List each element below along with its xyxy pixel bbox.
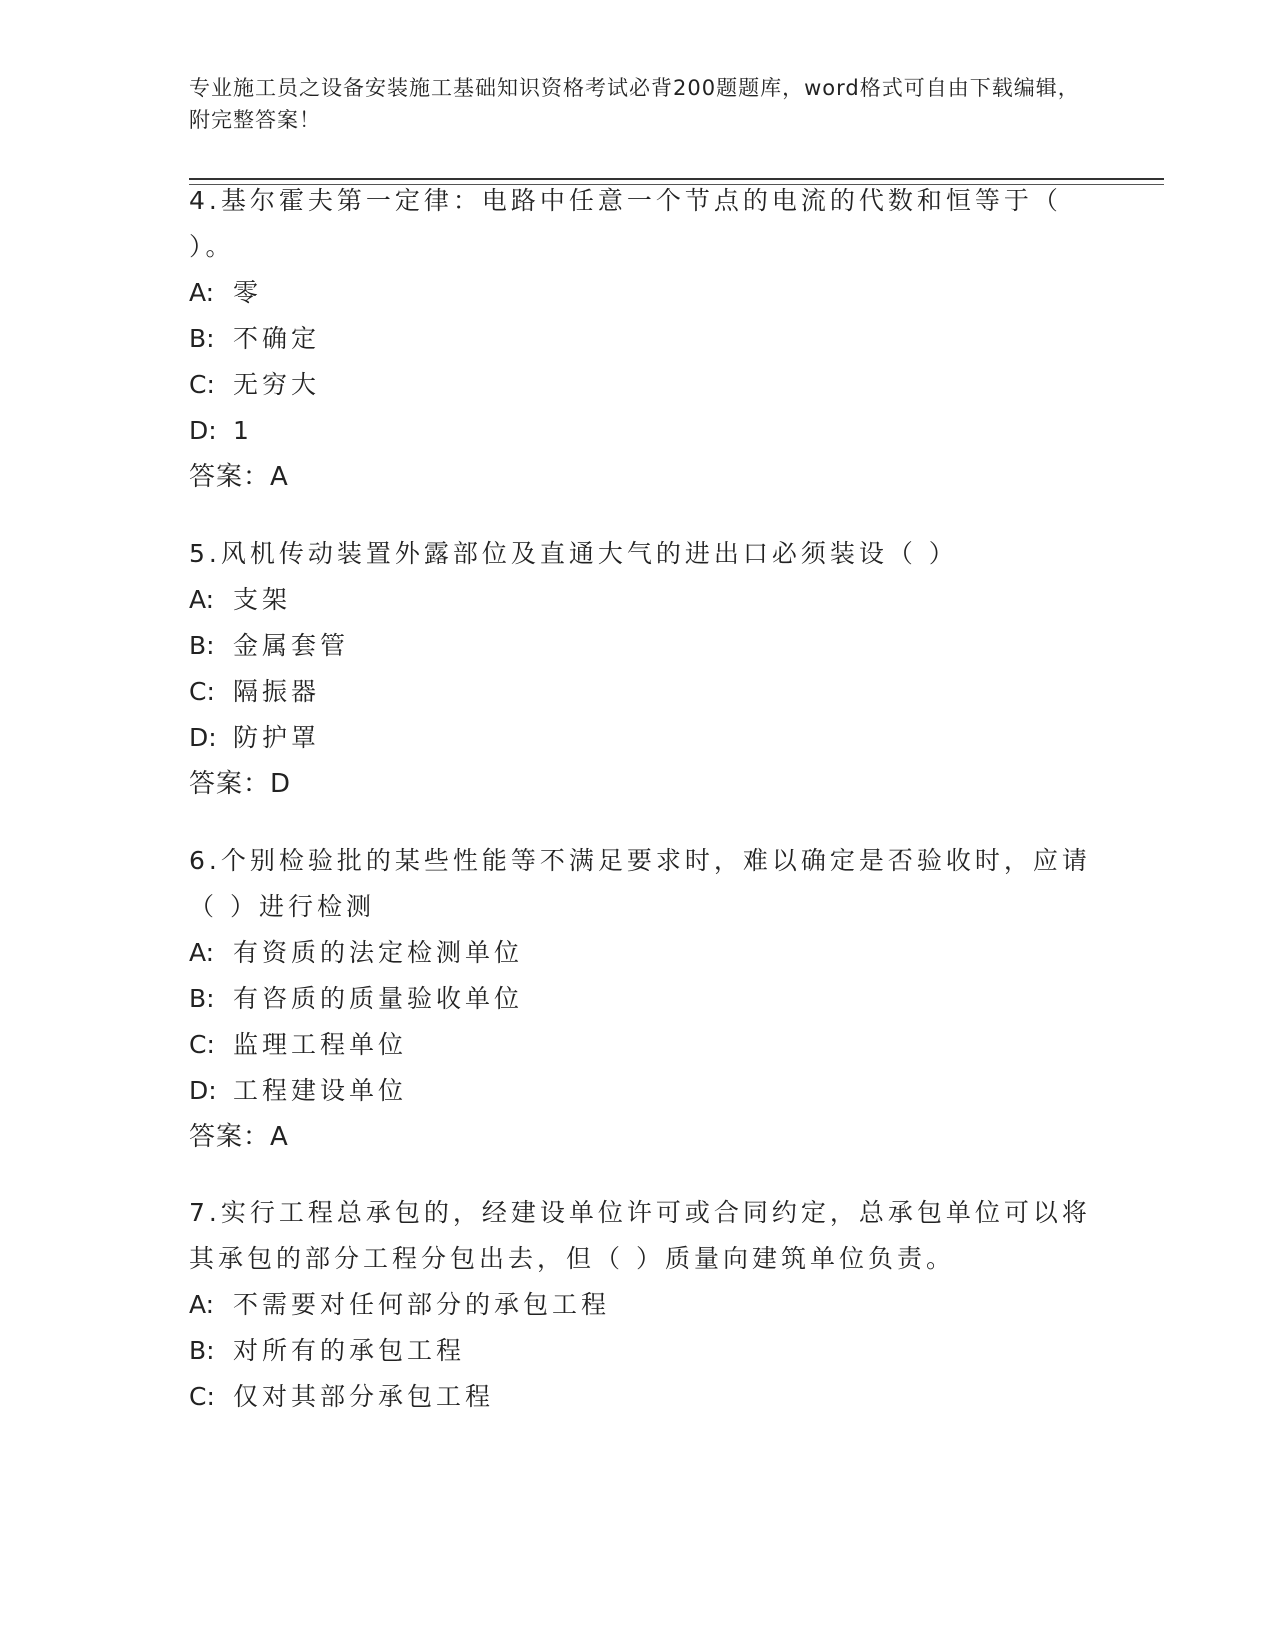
option-label: A: <box>189 585 215 614</box>
option-text: 工程建设单位 <box>233 1076 408 1105</box>
option-text: 不需要对任何部分的承包工程 <box>233 1290 611 1319</box>
option-text: 隔振器 <box>233 677 321 706</box>
option-label: C: <box>189 370 215 399</box>
option-c <box>189 1022 1119 1068</box>
answer-line: 答案：A <box>189 1122 289 1152</box>
option-a <box>189 930 1119 976</box>
option-label: B: <box>189 631 215 660</box>
option-a <box>189 270 1119 316</box>
option-c <box>189 362 1119 408</box>
option-text: 无穷大 <box>233 370 321 399</box>
question-stem: 4.基尔霍夫第一定律：电路中任意一个节点的电流的代数和恒等于（ ）。 <box>189 186 1062 261</box>
option-label: B: <box>189 324 215 353</box>
option-label: A: <box>189 278 215 307</box>
option-c <box>189 669 1119 715</box>
answer-line: 答案：A <box>189 462 289 492</box>
option-a <box>189 1282 1119 1328</box>
option-text: 有资质的法定检测单位 <box>233 938 524 967</box>
option-d <box>189 715 1119 761</box>
option-label: C: <box>189 1030 215 1059</box>
question-6 <box>189 838 1119 1160</box>
document-header: 专业施工员之设备安装施工基础知识资格考试必背200题题库，word格式可自由下载编辑，附完整答案！ <box>189 76 1080 132</box>
option-a <box>189 577 1119 623</box>
option-label: D: <box>189 723 217 752</box>
option-label: C: <box>189 677 215 706</box>
option-text: 1 <box>233 416 253 445</box>
option-label: B: <box>189 984 215 1013</box>
option-text: 支架 <box>233 585 292 614</box>
option-d <box>189 408 1119 454</box>
option-text: 监理工程单位 <box>233 1030 408 1059</box>
option-c <box>189 1374 1119 1420</box>
option-text: 仅对其部分承包工程 <box>233 1382 495 1411</box>
option-b <box>189 1328 1119 1374</box>
option-b <box>189 623 1119 669</box>
option-text: 不确定 <box>233 324 321 353</box>
question-stem: 7.实行工程总承包的，经建设单位许可或合同约定，总承包单位可以将其承包的部分工程分包出去，但（ ）质量向建筑单位负责。 <box>189 1198 1091 1273</box>
option-text: 有咨质的质量验收单位 <box>233 984 524 1013</box>
option-label: A: <box>189 938 215 967</box>
option-d <box>189 1068 1119 1114</box>
option-text: 对所有的承包工程 <box>233 1336 466 1365</box>
option-label: D: <box>189 416 217 445</box>
question-4 <box>189 178 1119 500</box>
option-b <box>189 976 1119 1022</box>
question-stem: 6.个别检验批的某些性能等不满足要求时，难以确定是否验收时，应请（ ）进行检测 <box>189 846 1091 921</box>
question-5 <box>189 531 1119 807</box>
option-label: C: <box>189 1382 215 1411</box>
option-label: B: <box>189 1336 215 1365</box>
option-text: 金属套管 <box>233 631 350 660</box>
option-text: 防护罩 <box>233 723 321 752</box>
option-label: D: <box>189 1076 217 1105</box>
question-stem: 5.风机传动装置外露部位及直通大气的进出口必须装设（ ） <box>189 539 958 568</box>
option-b <box>189 316 1119 362</box>
answer-line: 答案：D <box>189 769 292 799</box>
option-label: A: <box>189 1290 215 1319</box>
option-text: 零 <box>233 278 263 307</box>
question-7 <box>189 1190 1119 1420</box>
